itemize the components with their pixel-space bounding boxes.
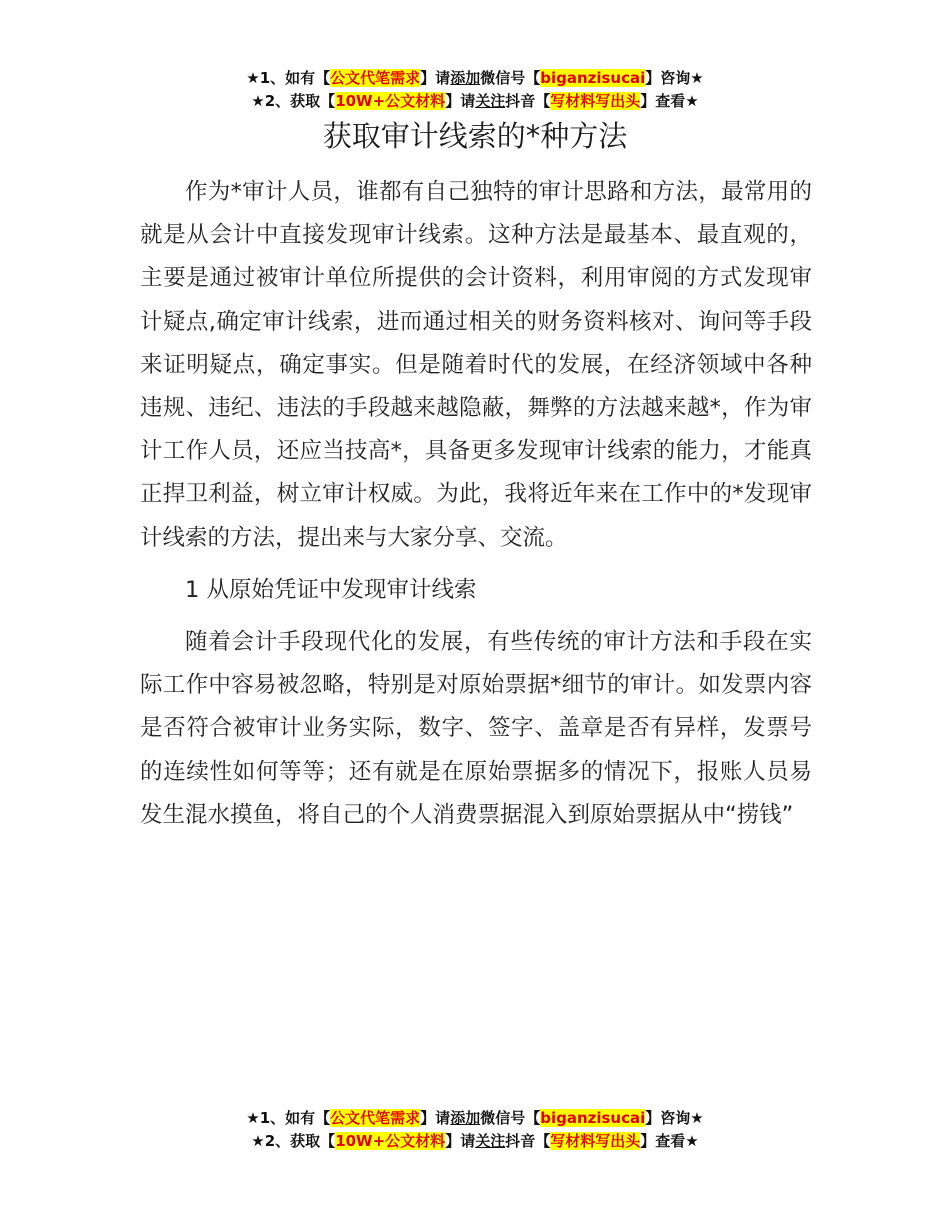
banner-text: 】请	[420, 69, 451, 87]
banner-text: ★1、如有【	[246, 69, 331, 87]
highlight-service: 公文代笔需求	[330, 69, 421, 87]
document-body	[140, 171, 812, 837]
banner-text: ★2、获取【	[251, 1132, 336, 1150]
section-heading: 1 从原始凭证中发现审计线索	[185, 576, 477, 603]
paragraph: 随着会计手段现代化的发展，有些传统的审计方法和手段在实际工作中容易被忽略，特别是对原始票据*细节的审计。如发票内容是否符合被审计业务实际，数字、签字、盖章是否有异样，发票号的连续性如何等等；还有就是在原始票据多的情况下，报账人员易发生混水摸鱼，将自己的个人消费票据混入到原始票据从中“捞钱”	[140, 629, 812, 828]
banner-line-2	[0, 1130, 950, 1153]
underlined-text: 关注	[475, 92, 506, 110]
banner-text: 】请	[445, 1132, 476, 1150]
banner-text: 微信号【	[480, 1109, 541, 1127]
paragraph: 作为*审计人员，谁都有自己独特的审计思路和方法，最常用的就是从会计中直接发现审计线索。这种方法是最基本、最直观的，主要是通过被审计单位所提供的会计资料，利用审阅的方式发现审计疑点,确定审计线索，进而通过相关的财务资料核对、询问等手段来证明疑点，确定事实。但是随着时代的发展，在经济领域中各种违规、违纪、违法的手段越来越隐蔽，舞弊的方法越来越*，作为审计工作人员，还应当技高*，具备更多发现审计线索的能力，才能真正捍卫利益，树立审计权威。为此，我将近年来在工作中的*发现审计线索的方法，提出来与大家分享、交流。	[140, 179, 812, 551]
document-title: 获取审计线索的*种方法	[322, 119, 628, 153]
highlight-materials: 10W+公文材料	[335, 1132, 446, 1150]
underlined-text: 添加	[450, 69, 481, 87]
banner-text: ★1、如有【	[246, 1109, 331, 1127]
banner-text: 微信号【	[480, 69, 541, 87]
banner-line-2	[0, 90, 950, 113]
highlight-materials: 10W+公文材料	[335, 92, 446, 110]
banner-text: 】咨询★	[645, 69, 704, 87]
banner-text: 抖音【	[505, 92, 551, 110]
underlined-text: 添加	[450, 1109, 481, 1127]
underlined-text: 关注	[475, 1132, 506, 1150]
banner-text: 】查看★	[640, 1132, 699, 1150]
highlight-service: 公文代笔需求	[330, 1109, 421, 1127]
banner-text: ★2、获取【	[251, 92, 336, 110]
header-banner	[0, 67, 950, 113]
highlight-douyin: 写材料写出头	[550, 92, 641, 110]
banner-text: 抖音【	[505, 1132, 551, 1150]
banner-text: 】查看★	[640, 92, 699, 110]
highlight-wechat-id: biganzisucai	[540, 1109, 646, 1127]
banner-text: 】请	[445, 92, 476, 110]
footer-banner	[0, 1107, 950, 1153]
banner-line-1	[0, 67, 950, 90]
banner-text: 】咨询★	[645, 1109, 704, 1127]
banner-text: 】请	[420, 1109, 451, 1127]
highlight-douyin: 写材料写出头	[550, 1132, 641, 1150]
highlight-wechat-id: biganzisucai	[540, 69, 646, 87]
banner-line-1	[0, 1107, 950, 1130]
